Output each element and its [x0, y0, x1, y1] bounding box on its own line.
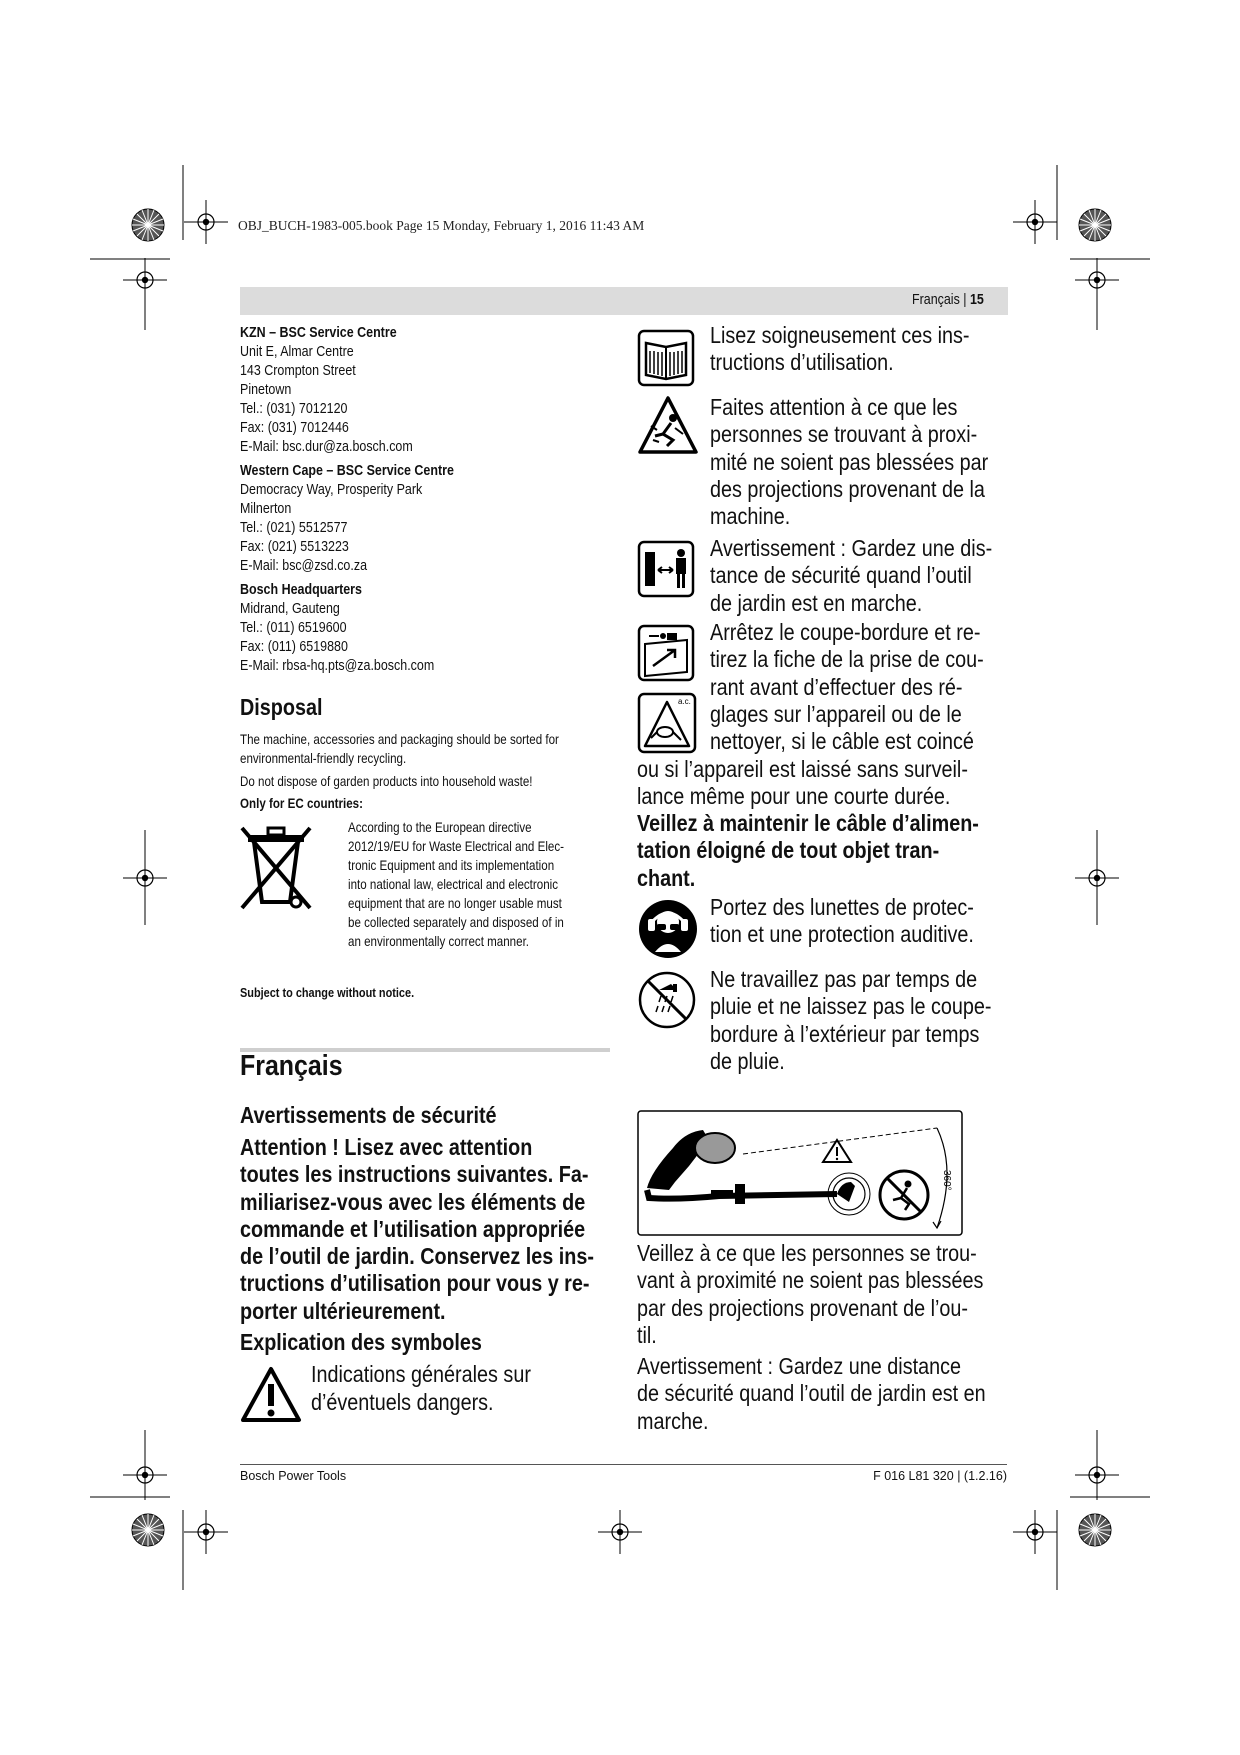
cable-warning-text: Veillez à maintenir le câble d’alimen- tation éloigné de tout objet tran- chant.	[637, 810, 979, 891]
address-block-headquarters: Bosch Headquarters Midrand, Gauteng Tel.: (011) 6519600 Fax: (011) 6519880 E-Mail: rbsa-hq.pts@za.bosch.com	[240, 582, 435, 674]
no-rain-text: Ne travaillez pas par temps de pluie et ne laissez pas le coupe- bordure à l’extérieur par temps de pluie.	[710, 966, 992, 1074]
footer-brand: Bosch Power Tools	[240, 1469, 347, 1483]
ec-countries-label: Only for EC countries:	[240, 796, 363, 811]
eye-ear-protection-text: Portez des lunettes de protec- tion et une protection auditive.	[710, 894, 974, 948]
tool-projection-text: Veillez à ce que les personnes se trou- vant à proximité ne soient pas blessées par des projections provenant de l’ou- til.	[637, 1240, 984, 1348]
safety-warnings-heading: Avertissements de sécurité	[240, 1102, 497, 1128]
read-manual-text: Lisez soigneusement ces ins- tructions d’utilisation.	[710, 322, 970, 376]
angle-label: 360°	[941, 1170, 952, 1191]
tool-distance-text: Avertissement : Gardez une distance de sécurité quand l’outil de jardin est en marche.	[637, 1353, 986, 1434]
disposal-paragraph: The machine, accessories and packaging should be sorted for environmental-friendly recycling.	[240, 732, 559, 766]
address-block-western-cape: Western Cape – BSC Service Centre Democracy Way, Prosperity Park Milnerton Tel.: (021) 5512577 Fax: (021) 5513223 E-Mail: bsc@zsd.co.za	[240, 463, 454, 574]
cable-hazard-icon	[637, 692, 697, 754]
trimmer-illustration	[637, 1110, 963, 1236]
footer-doc-id: F 016 L81 320 | (1.2.16)	[873, 1469, 1007, 1483]
unplug-text-continued: ou si l’appareil est laissé sans surveil- lance même pour une courte durée.	[637, 756, 968, 810]
page-header: Français | 15	[240, 287, 1008, 315]
subject-to-change-note: Subject to change without notice.	[240, 985, 415, 1000]
footer-divider	[240, 1464, 1007, 1465]
projection-hazard-text: Faites attention à ce que les personnes se trouvant à proxi- mité ne soient pas blessées par des projections provenant de la machine.	[710, 394, 989, 530]
unplug-text-indented: Arrêtez le coupe-bordure et re- tirez la fiche de la prise de cou- rant avant d’effectuer des ré- glages sur l’appareil ou de le nettoyer, si le câble est coincé	[710, 619, 984, 755]
disposal-heading: Disposal	[240, 694, 323, 720]
attention-paragraph: Attention ! Lisez avec attention toutes les instructions suivantes. Fa- miliarisez-vous avec les éléments de commande et l’utilisation appropriée de l’outil de jardin. Conservez les ins- tructions d’utilisation pour vous y re- porter ultérieurement.	[240, 1134, 594, 1324]
no-rain-icon	[637, 970, 697, 1030]
page-number: 15	[970, 292, 985, 308]
header-section: Français	[912, 292, 961, 308]
eye-ear-protection-icon	[637, 898, 699, 960]
safety-distance-icon	[637, 540, 695, 598]
general-dangers-text: Indications générales sur d’éventuels dangers.	[311, 1361, 531, 1415]
weee-bin-icon	[240, 820, 312, 910]
symbols-explanation-heading: Explication des symboles	[240, 1329, 482, 1355]
safety-distance-text: Avertissement : Gardez une dis- tance de sécurité quand l’outil de jardin est en marche.	[710, 535, 993, 616]
general-warning-icon	[240, 1366, 302, 1424]
ac-label: a.c.	[678, 697, 691, 706]
francais-heading: Français	[240, 1050, 343, 1082]
address-block-kzn: KZN – BSC Service Centre Unit E, Almar Centre 143 Crompton Street Pinetown Tel.: (031) 7012120 Fax: (031) 7012446 E-Mail: bsc.dur@za.bosch.com	[240, 325, 413, 455]
print-slug: OBJ_BUCH-1983-005.book Page 15 Monday, February 1, 2016 11:43 AM	[238, 218, 645, 233]
projection-hazard-icon	[637, 394, 699, 458]
read-manual-icon	[637, 329, 695, 387]
disposal-household-warning: Do not dispose of garden products into household waste!	[240, 774, 533, 789]
unplug-icon	[637, 624, 695, 682]
weee-directive-text: According to the European directive 2012/19/EU for Waste Electrical and Elec- tronic Equipment and its implementation into national law, electrical and electronic equipment that are no longer usable must be collected separately and disposed of in an environmentally correct manner.	[348, 820, 565, 949]
